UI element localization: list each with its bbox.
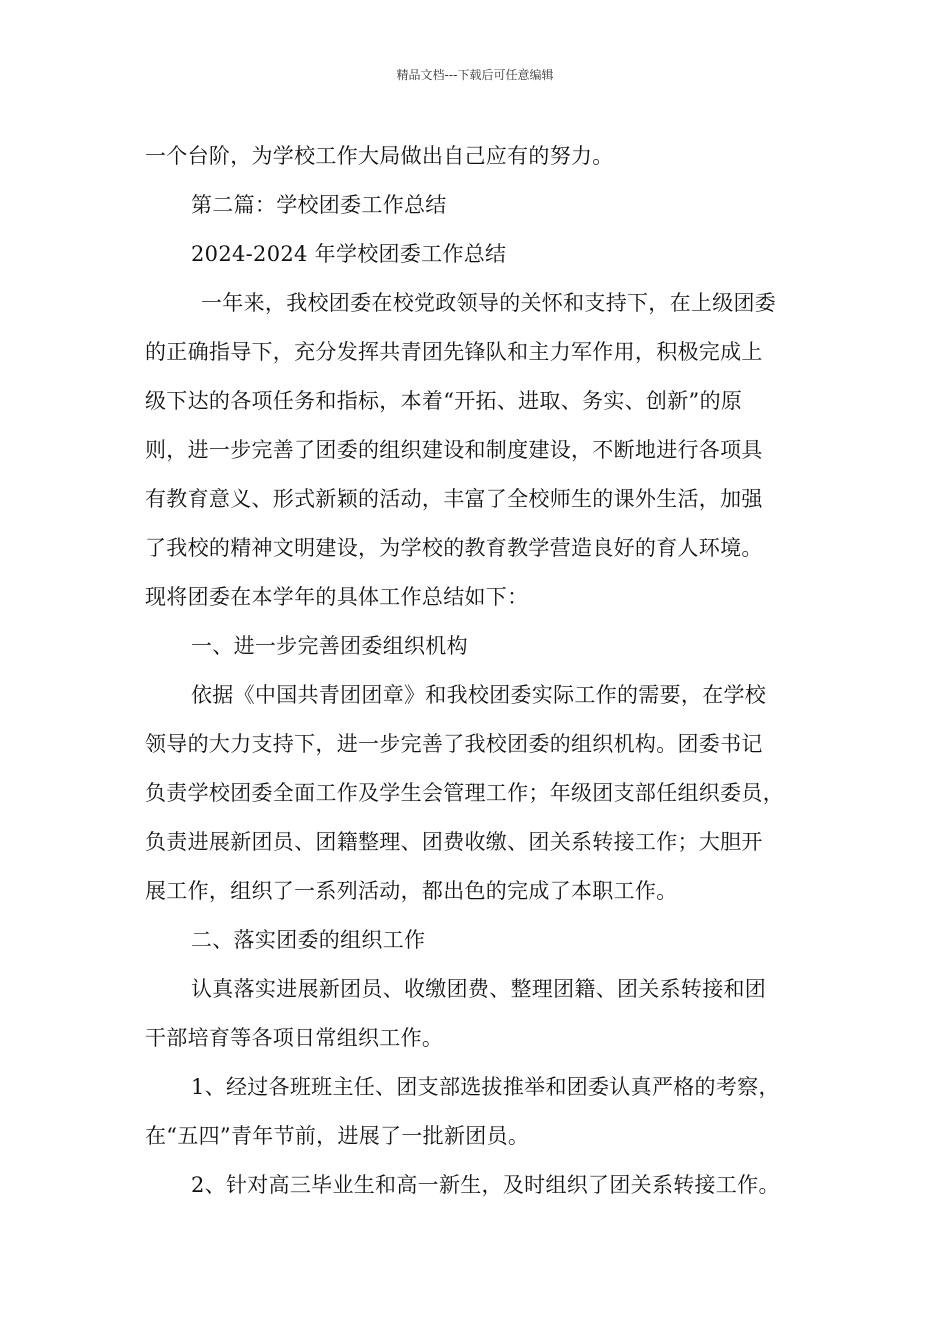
list-item: 2、针对高三毕业生和高一新生，及时组织了团关系转接工作。 [191, 1173, 780, 1197]
text-line: 则，进一步完善了团委的组织建设和制度建设，不断地进行各项具 [145, 438, 763, 462]
text-line: 展工作，组织了一系列活动，都出色的完成了本职工作。 [145, 879, 678, 903]
text-line: 负责进展新团员、团籍整理、团费收缴、团关系转接工作；大胆开 [145, 830, 763, 854]
section-title: 第二篇：学校团委工作总结 [191, 193, 447, 217]
text-line: 负责学校团委全面工作及学生会管理工作；年级团支部任组织委员， [145, 781, 784, 805]
text-line: 依据《中国共青团团章》和我校团委实际工作的需要，在学校 [191, 683, 767, 707]
text-line: 了我校的精神文明建设，为学校的教育教学营造良好的育人环境。 [145, 536, 763, 560]
document-title: 2024-2024 年学校团委工作总结 [191, 242, 507, 266]
list-item: 1、经过各班班主任、团支部选拔推举和团委认真严格的考察， [191, 1075, 780, 1099]
text-line: 干部培育等各项日常组织工作。 [145, 1026, 444, 1050]
text-line: 的正确指导下，充分发挥共青团先锋队和主力军作用，积极完成上 [145, 340, 763, 364]
section-heading: 一、进一步完善团委组织机构 [191, 634, 468, 658]
text-line: 领导的大力支持下，进一步完善了我校团委的组织机构。团委书记 [145, 732, 763, 756]
document-body [145, 132, 817, 1210]
text-line: 现将团委在本学年的具体工作总结如下： [145, 585, 529, 609]
text-line: 在“五四”青年节前，进展了一批新团员。 [145, 1124, 530, 1148]
page-header: 精品文档---下载后可任意编辑 [396, 68, 554, 82]
text-line: 一年来，我校团委在校党政领导的关怀和支持下，在上级团委 [201, 291, 777, 315]
text-line: 有教育意义、形式新颖的活动，丰富了全校师生的课外生活，加强 [145, 487, 763, 511]
section-heading: 二、落实团委的组织工作 [191, 928, 426, 952]
text-line: 级下达的各项任务和指标，本着“开拓、进取、务实、创新”的原 [145, 389, 743, 413]
text-line: 认真落实进展新团员、收缴团费、整理团籍、团关系转接和团 [191, 977, 767, 1001]
text-line: 一个台阶，为学校工作大局做出自己应有的努力。 [145, 144, 614, 168]
